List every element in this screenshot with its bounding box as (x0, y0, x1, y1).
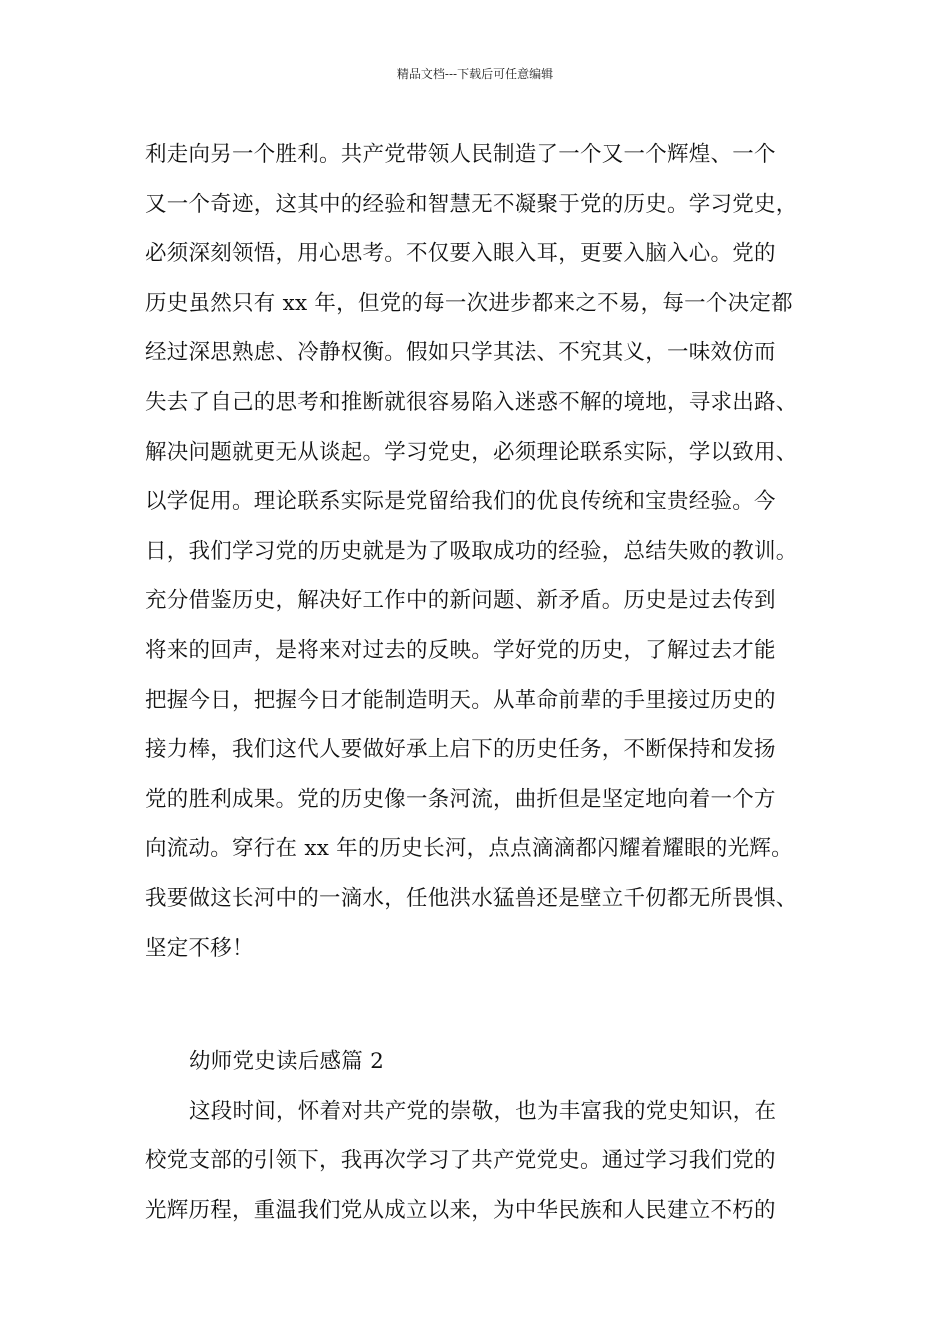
section-2-heading: 幼师党史读后感篇 2 (189, 1049, 385, 1075)
text-line: 必须深刻领悟，用心思考。不仅要入眼入耳，更要入脑入心。党的 (145, 241, 776, 267)
text-line: 我要做这长河中的一滴水，任他洪水猛兽还是壁立千仞都无所畏惧、 (145, 885, 798, 911)
text-line: 经过深思熟虑、冷静权衡。假如只学其法、不究其义，一味效仿而 (145, 340, 776, 366)
text-line: 将来的回声，是将来对过去的反映。学好党的历史，了解过去才能 (145, 637, 776, 663)
text-line: 解决问题就更无从谈起。学习党史，必须理论联系实际，学以致用、 (145, 439, 798, 465)
document-body (145, 130, 825, 1235)
text-line: 利走向另一个胜利。共产党带领人民制造了一个又一个辉煌、一个 (145, 142, 776, 167)
text-line: 以学促用。理论联系实际是党留给我们的优良传统和宝贵经验。今 (145, 489, 776, 515)
section-1-paragraph (145, 130, 825, 973)
section-2-paragraph (145, 1087, 825, 1236)
text-line: 把握今日，把握今日才能制造明天。从革命前辈的手里接过历史的 (145, 687, 776, 713)
text-line: 向流动。穿行在 xx 年的历史长河，点点滴滴都闪耀着耀眼的光辉。 (145, 836, 793, 862)
text-line: 校党支部的引领下，我再次学习了共产党党史。通过学习我们党的 (145, 1148, 776, 1174)
section-spacer (145, 973, 825, 1037)
page-header: 精品文档---下载后可任意编辑 (396, 67, 554, 81)
text-line: 又一个奇迹，这其中的经验和智慧无不凝聚于党的历史。学习党史， (145, 191, 798, 217)
text-line: 坚定不移！ (145, 935, 254, 961)
text-line: 失去了自己的思考和推断就很容易陷入迷惑不解的境地，寻求出路、 (145, 389, 798, 415)
text-line: 光辉历程，重温我们党从成立以来，为中华民族和人民建立不朽的 (145, 1197, 776, 1223)
text-line: 这段时间，怀着对共产党的崇敬，也为丰富我的党史知识，在 (189, 1098, 777, 1124)
text-line: 接力棒，我们这代人要做好承上启下的历史任务，不断保持和发扬 (145, 737, 776, 763)
text-line: 充分借鉴历史，解决好工作中的新问题、新矛盾。历史是过去传到 (145, 588, 776, 614)
text-line: 党的胜利成果。党的历史像一条河流，曲折但是坚定地向着一个方 (145, 786, 776, 812)
text-line: 日，我们学习党的历史就是为了吸取成功的经验，总结失败的教训。 (145, 538, 798, 564)
text-line: 历史虽然只有 xx 年，但党的每一次进步都来之不易，每一个决定都 (145, 290, 793, 316)
